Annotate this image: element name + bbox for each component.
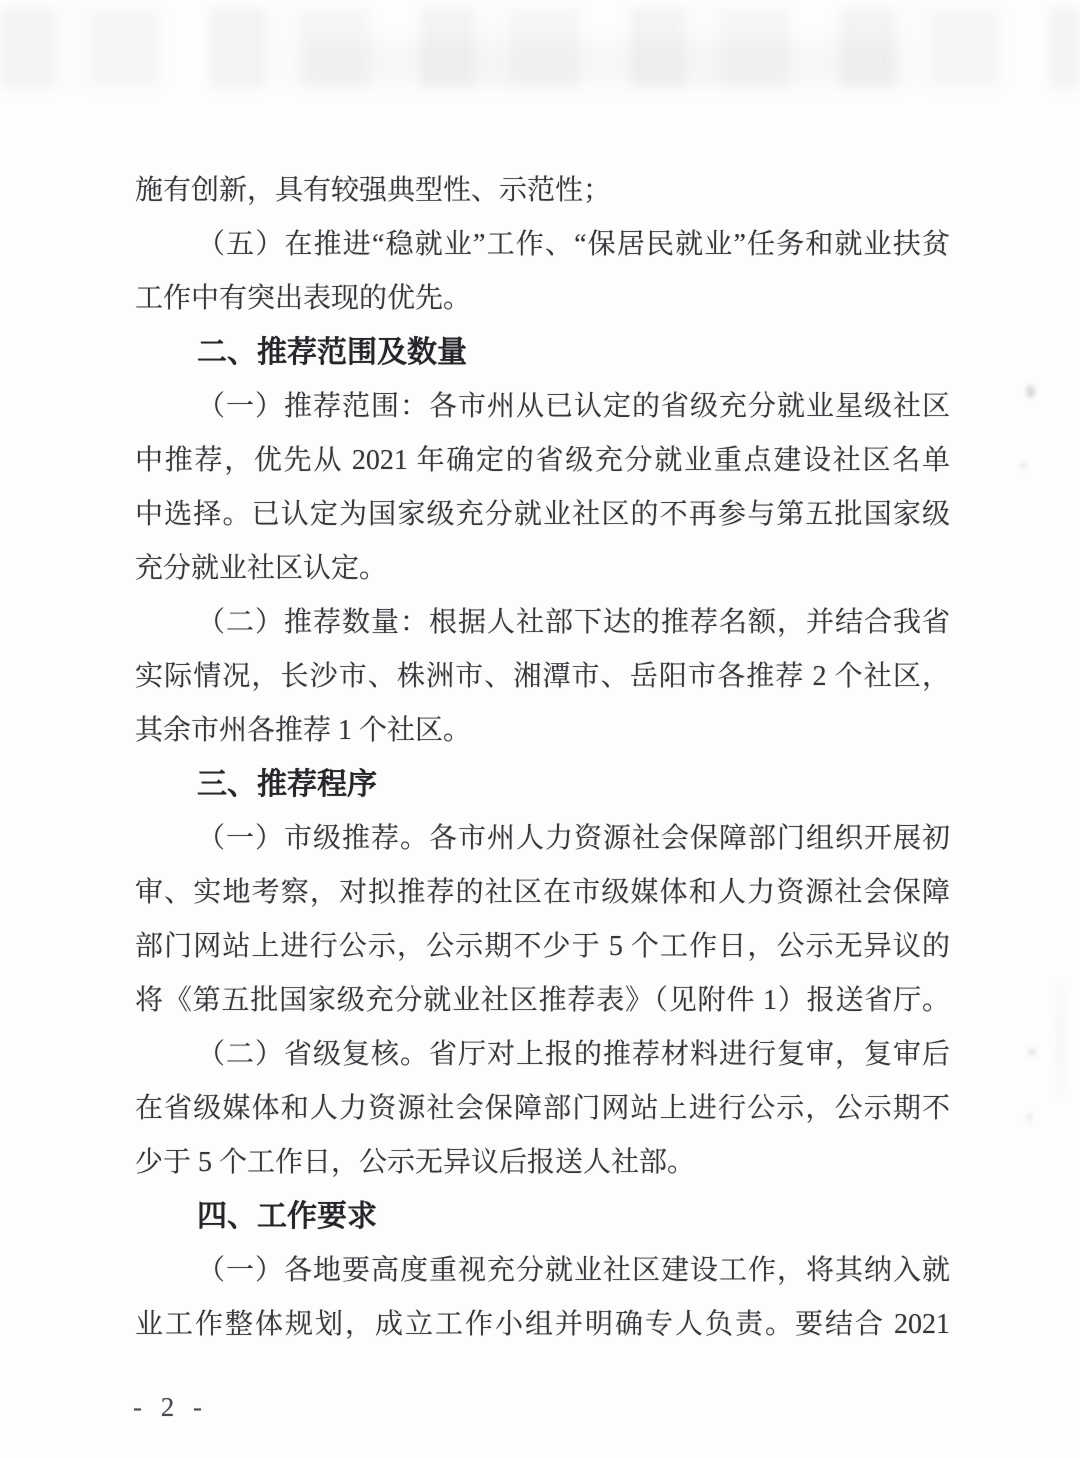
text-line: （二）推荐数量：根据人社部下达的推荐名额，并结合我省: [197, 607, 950, 638]
scan-smudge-artifact: [1028, 1048, 1036, 1056]
text-line: 中推荐，优先从 2021 年确定的省级充分就业重点建设社区名单: [135, 445, 950, 476]
text-line: 充分就业社区认定。: [135, 553, 388, 584]
text-line: 中选择。已认定为国家级充分就业社区的不再参与第五批国家级: [135, 499, 950, 530]
text-line: 工作中有突出表现的优先。: [135, 283, 472, 314]
text-line: （五）在推进“稳就业”工作、“保居民就业”任务和就业扶贫: [197, 229, 950, 260]
scan-smudge-artifact: [1058, 980, 1064, 1100]
text-line: 部门网站上进行公示，公示期不少于 5 个工作日，公示无异议的: [135, 931, 950, 962]
scan-smudge-artifact: [1026, 1113, 1033, 1122]
text-line: 审、实地考察，对拟推荐的社区在市级媒体和人力资源社会保障: [135, 877, 950, 908]
text-line: 其余市州各推荐 1 个社区。: [135, 715, 472, 746]
scan-smudge-artifact: [1026, 385, 1035, 398]
text-line: 将《第五批国家级充分就业社区推荐表》（见附件 1）报送省厅。: [135, 985, 950, 1016]
section-heading: 四、工作要求: [197, 1200, 377, 1233]
text-line: （一）市级推荐。各市州人力资源社会保障部门组织开展初: [197, 823, 950, 854]
text-line: 业工作整体规划，成立工作小组并明确专人负责。要结合 2021: [135, 1309, 950, 1340]
document-body: [135, 164, 950, 1352]
text-line: 少于 5 个工作日，公示无异议后报送人社部。: [135, 1147, 696, 1178]
text-line: 在省级媒体和人力资源社会保障部门网站上进行公示，公示期不: [135, 1093, 950, 1124]
section-heading: 三、推荐程序: [197, 768, 377, 801]
text-line: （二）省级复核。省厅对上报的推荐材料进行复审，复审后: [197, 1039, 950, 1070]
page-number: - 2 -: [133, 1392, 208, 1422]
text-line: （一）各地要高度重视充分就业社区建设工作，将其纳入就: [197, 1255, 950, 1286]
text-line: （一）推荐范围：各市州从已认定的省级充分就业星级社区: [197, 391, 950, 422]
text-line: 施有创新，具有较强典型性、示范性；: [135, 175, 612, 206]
scan-bleed-artifact: [300, 40, 900, 85]
scan-smudge-artifact: [1020, 462, 1027, 469]
text-line: 实际情况，长沙市、株洲市、湘潭市、岳阳市各推荐 2 个社区，: [135, 661, 950, 692]
section-heading: 二、推荐范围及数量: [197, 336, 467, 369]
